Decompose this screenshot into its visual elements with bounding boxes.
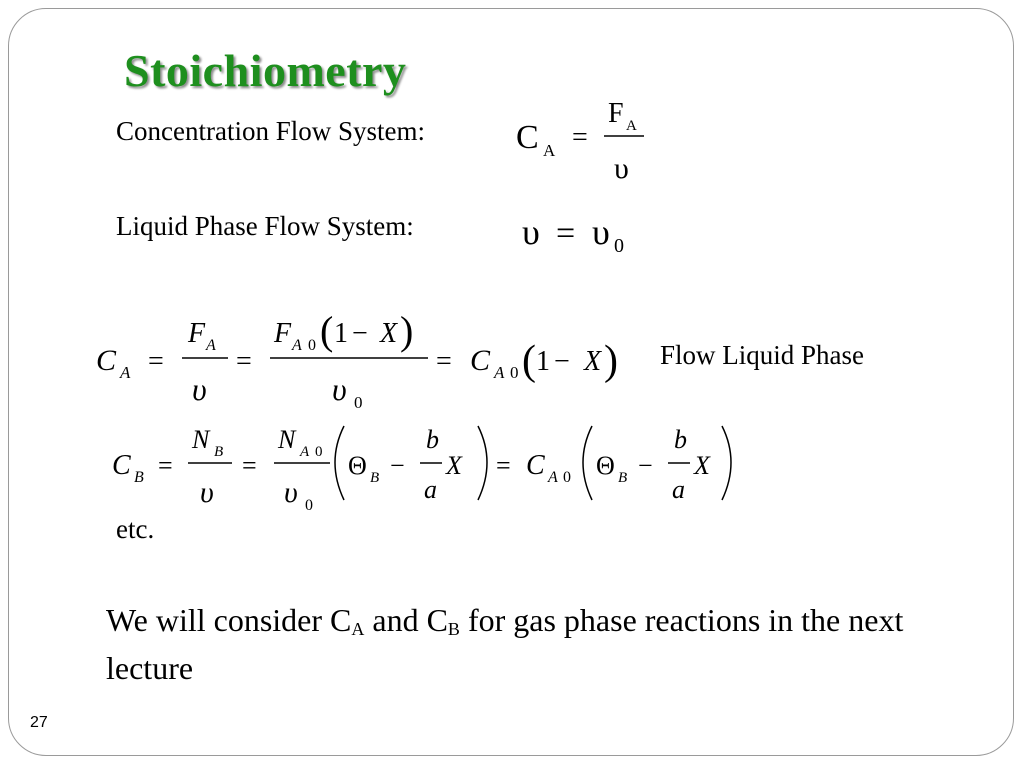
svg-text:C: C (470, 344, 491, 377)
svg-text:=: = (556, 215, 576, 252)
svg-text:Θ: Θ (596, 451, 615, 480)
svg-text:υ: υ (200, 476, 214, 509)
svg-text:−: − (638, 451, 653, 480)
svg-text:0: 0 (308, 337, 316, 354)
svg-text:=: = (242, 451, 257, 480)
svg-text:=: = (158, 451, 173, 480)
svg-text:B: B (134, 469, 144, 486)
svg-text:−: − (352, 318, 368, 349)
svg-text:υ: υ (332, 371, 347, 407)
svg-text:A: A (292, 337, 302, 354)
svg-text:X: X (446, 451, 462, 480)
svg-text:C: C (112, 450, 131, 481)
svg-text:X: X (694, 451, 710, 480)
note-subscript-b: B (447, 619, 460, 639)
note-text-3: for gas phase reactions in the next lecture (106, 602, 904, 686)
svg-text:F: F (274, 318, 292, 349)
concentration-flow-label: Concentration Flow System: (116, 116, 425, 146)
svg-text:b: b (674, 425, 687, 454)
liquid-phase-flow-label: Liquid Phase Flow System: (116, 211, 414, 241)
svg-text:υ: υ (192, 371, 207, 407)
svg-text:A: A (548, 469, 558, 486)
liquid-phase-equation (520, 206, 650, 266)
svg-text:(: ( (320, 308, 334, 353)
page-number: 27 (30, 714, 48, 731)
svg-text:C: C (516, 119, 539, 156)
slide-title: Stoichiometry (124, 45, 407, 96)
svg-text:F: F (608, 98, 624, 129)
svg-text:b: b (426, 425, 439, 454)
svg-text:a: a (672, 475, 685, 504)
svg-text:=: = (436, 346, 452, 377)
gas-phase-note (106, 596, 966, 692)
svg-text:): ) (604, 338, 618, 384)
svg-text:−: − (390, 451, 405, 480)
svg-text:N: N (278, 425, 296, 454)
svg-text:0: 0 (315, 444, 323, 460)
svg-text:υ: υ (284, 476, 298, 509)
svg-text:A: A (543, 141, 556, 160)
svg-text:a: a (424, 475, 437, 504)
svg-text:0: 0 (305, 497, 313, 514)
svg-text:=: = (496, 451, 511, 480)
flow-liquid-cb-equation (108, 418, 748, 518)
note-text-2: and C (364, 602, 448, 638)
svg-text:A: A (206, 337, 216, 354)
svg-text:A: A (494, 363, 505, 382)
note-text-1: We will consider C (106, 602, 352, 638)
svg-text:N: N (192, 425, 210, 454)
svg-text:A: A (300, 444, 310, 460)
svg-text:Θ: Θ (348, 451, 367, 480)
svg-text:A: A (626, 118, 637, 134)
svg-text:A: A (120, 363, 131, 382)
svg-text:υ: υ (614, 152, 629, 185)
svg-text:X: X (380, 318, 398, 349)
svg-text:C: C (96, 344, 117, 377)
svg-text:(: ( (522, 338, 536, 384)
svg-text:=: = (148, 346, 164, 377)
svg-text:0: 0 (510, 363, 519, 382)
flow-liquid-phase-label: Flow Liquid Phase (660, 340, 865, 370)
svg-text:0: 0 (614, 235, 624, 257)
svg-text:B: B (618, 470, 628, 486)
etc-label: etc. (116, 514, 155, 544)
note-subscript-a: A (351, 619, 365, 639)
concentration-equation (512, 90, 662, 190)
svg-text:=: = (572, 122, 588, 153)
svg-text:0: 0 (354, 393, 363, 412)
svg-text:F: F (188, 318, 206, 349)
svg-text:): ) (400, 308, 414, 353)
svg-text:B: B (214, 444, 224, 460)
svg-text:C: C (526, 450, 545, 481)
flow-liquid-ca-equation (90, 310, 650, 420)
svg-text:−: − (554, 346, 570, 377)
svg-text:0: 0 (563, 469, 571, 486)
svg-text:X: X (584, 346, 602, 377)
svg-text:B: B (370, 470, 380, 486)
svg-text:υ: υ (592, 212, 610, 252)
svg-text:=: = (236, 346, 252, 377)
svg-text:1: 1 (334, 318, 348, 349)
svg-text:1: 1 (536, 346, 550, 377)
svg-text:υ: υ (522, 212, 540, 252)
